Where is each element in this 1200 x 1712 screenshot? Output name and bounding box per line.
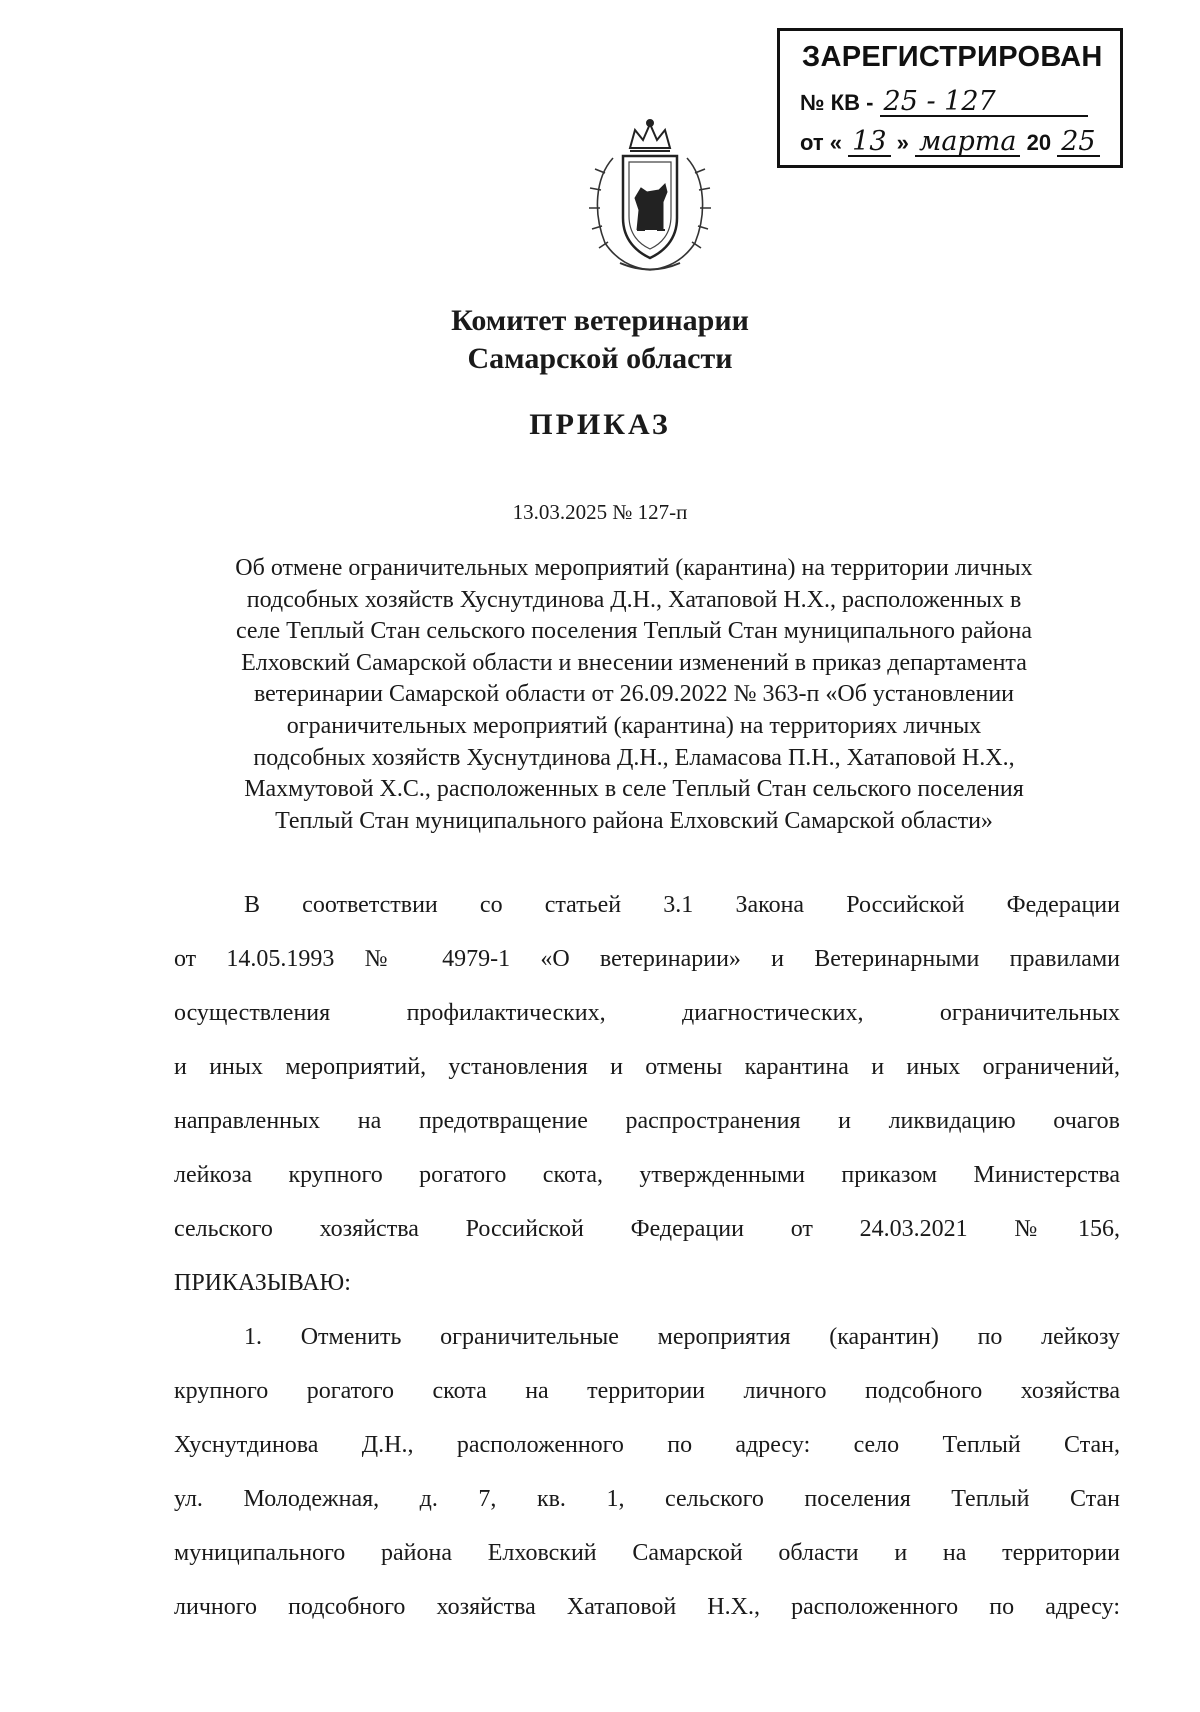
body-line: муниципального района Елховский Самарской области и на территории xyxy=(174,1540,1120,1566)
subject-line: Об отмене ограничительных мероприятий (карантина) на территории личных xyxy=(235,555,1033,581)
stamp-date-prefix: от « xyxy=(800,130,843,155)
subject-line: селе Теплый Стан сельского поселения Теплый Стан муниципального района xyxy=(235,618,1033,645)
body-line: крупного рогатого скота на территории личного подсобного хозяйства xyxy=(174,1378,1120,1404)
body-line: личного подсобного хозяйства Хатаповой Н.Х., расположенного по адресу: xyxy=(174,1594,1120,1620)
stamp-date-day: 13 xyxy=(848,129,890,157)
subject-line: подсобных хозяйств Хуснутдинова Д.Н., Хатаповой Н.Х., расположенных в xyxy=(246,586,1022,613)
document-body xyxy=(174,878,1120,1634)
body-line-item-1: 1. Отменить ограничительные мероприятия (карантин) по лейкозу xyxy=(244,1324,1120,1350)
body-line: сельского хозяйства Российской Федерации от 24.03.2021 №156, xyxy=(174,1216,1120,1242)
body-line-order-word: ПРИКАЗЫВАЮ: xyxy=(174,1270,351,1296)
body-line: осуществления профилактических, диагностических, ограничительных xyxy=(174,1000,1120,1026)
subject-line: подсобных хозяйств Хуснутдинова Д.Н., Еламасова П.Н., Хатаповой Н.Х., xyxy=(253,744,1015,771)
crown-icon xyxy=(630,120,670,151)
document-date-number: 13.03.2025 № 127-п xyxy=(512,500,688,524)
coat-of-arms-emblem xyxy=(575,118,725,278)
shield-icon xyxy=(623,156,677,258)
subject-line: ограничительных мероприятий (карантина) на территориях личных xyxy=(286,712,982,739)
document-subject xyxy=(150,553,1118,837)
stamp-title: ЗАРЕГИСТРИРОВАН xyxy=(802,41,1103,73)
subject-line: Теплый Стан муниципального района Елховский Самарской области» xyxy=(275,807,993,834)
stamp-number-label: № КВ - xyxy=(800,90,874,115)
stamp-date-line xyxy=(800,126,1100,157)
stamp-date-month: марта xyxy=(915,129,1020,157)
subject-line: ветеринарии Самарской области от 26.09.2022 № 363-п «Об установлении xyxy=(253,681,1015,708)
body-line: Хуснутдинова Д.Н., расположенного по адресу: село Теплый Стан, xyxy=(174,1432,1120,1458)
body-line: и иных мероприятий, установления и отмены карантина и иных ограничений, xyxy=(174,1054,1120,1080)
document-type: ПРИКАЗ xyxy=(529,408,671,441)
body-line: от 14.05.1993 № 4979-1 «О ветеринарии» и Ветеринарными правилами xyxy=(174,946,1120,972)
subject-line: Махмутовой Х.С., расположенных в селе Теплый Стан сельского поселения xyxy=(244,776,1024,803)
organization-name-line2: Самарской области xyxy=(467,342,733,375)
stamp-date-mid: » xyxy=(896,130,909,155)
stamp-number-line xyxy=(800,86,1088,117)
body-line: ул. Молодежная, д. 7, кв. 1, сельского поселения Теплый Стан xyxy=(174,1486,1120,1512)
stamp-year-value: 25 xyxy=(1057,129,1099,157)
stamp-number-value: 25 - 127 xyxy=(880,89,1088,117)
organization-name-line1: Комитет ветеринарии xyxy=(451,304,749,337)
stamp-year-prefix: 20 xyxy=(1026,130,1052,155)
subject-line: Елховский Самарской области и внесении изменений в приказ департамента xyxy=(241,649,1027,676)
body-line: направленных на предотвращение распространения и ликвидацию очагов xyxy=(174,1108,1120,1134)
body-line: лейкоза крупного рогатого скота, утвержденными приказом Министерства xyxy=(174,1162,1120,1188)
body-line: В соответствии со статьей 3.1 Закона Российской Федерации xyxy=(244,892,1120,918)
registration-stamp xyxy=(777,28,1123,168)
